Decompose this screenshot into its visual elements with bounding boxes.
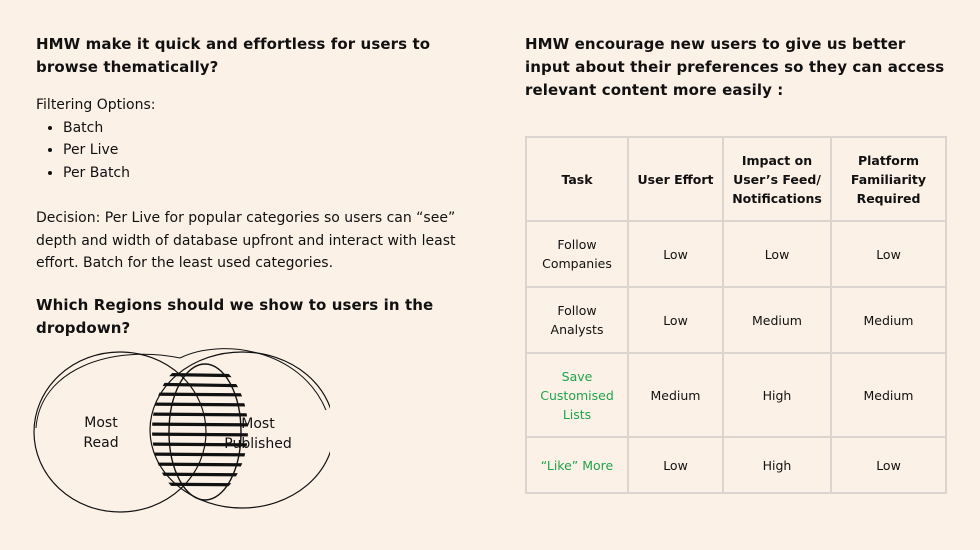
- table-header-row: [526, 137, 946, 221]
- task-cell-highlighted: “Like” More: [526, 437, 628, 493]
- familiarity-cell: Medium: [831, 287, 946, 353]
- table-row: [526, 353, 946, 437]
- table-row: [526, 287, 946, 353]
- list-item: • Per Batch: [63, 162, 456, 185]
- list-item: • Per Live: [63, 139, 456, 162]
- impact-cell: Low: [723, 221, 831, 287]
- hmw-question-preferences: HMW encourage new users to give us better input about their preferences so they can access relevant content more easily :: [525, 35, 945, 99]
- header-task: Task: [526, 137, 628, 221]
- task-cell-highlighted: Save Customised Lists: [526, 353, 628, 437]
- effort-cell: Low: [628, 221, 723, 287]
- filtering-options-title: Filtering Options:: [36, 97, 156, 113]
- effort-cell: Medium: [628, 353, 723, 437]
- task-cell: Follow Companies: [526, 221, 628, 287]
- list-item: • Batch: [63, 117, 456, 140]
- regions-question: Which Regions should we show to users in the dropdown?: [36, 296, 434, 337]
- filtering-options: [36, 94, 456, 184]
- venn-label-line: Published: [224, 436, 292, 452]
- task-comparison-table: [525, 136, 947, 494]
- table-row: [526, 437, 946, 493]
- impact-cell: High: [723, 353, 831, 437]
- familiarity-cell: Medium: [831, 353, 946, 437]
- header-user-effort: User Effort: [628, 137, 723, 221]
- impact-cell: Medium: [723, 287, 831, 353]
- impact-cell: High: [723, 437, 831, 493]
- venn-label-line: Most: [84, 415, 118, 431]
- venn-label-line: Most: [241, 416, 275, 432]
- venn-label-most-read: [70, 413, 132, 453]
- familiarity-cell: Low: [831, 437, 946, 493]
- effort-cell: Low: [628, 287, 723, 353]
- venn-label-line: Read: [83, 435, 119, 451]
- decision-text: Decision: Per Live for popular categories so users can “see” depth and width of database upfront and interact with least effort. Batch for the least used categories.: [36, 210, 456, 271]
- table-row: [526, 221, 946, 287]
- task-cell: Follow Analysts: [526, 287, 628, 353]
- header-impact: Impact on User’s Feed/ Notifications: [723, 137, 831, 221]
- filtering-options-list: [36, 117, 456, 185]
- familiarity-cell: Low: [831, 221, 946, 287]
- venn-label-most-published: [222, 414, 294, 454]
- hmw-question-browse: HMW make it quick and effortless for users to browse thematically?: [36, 35, 431, 76]
- effort-cell: Low: [628, 437, 723, 493]
- header-familiarity: Platform Familiarity Required: [831, 137, 946, 221]
